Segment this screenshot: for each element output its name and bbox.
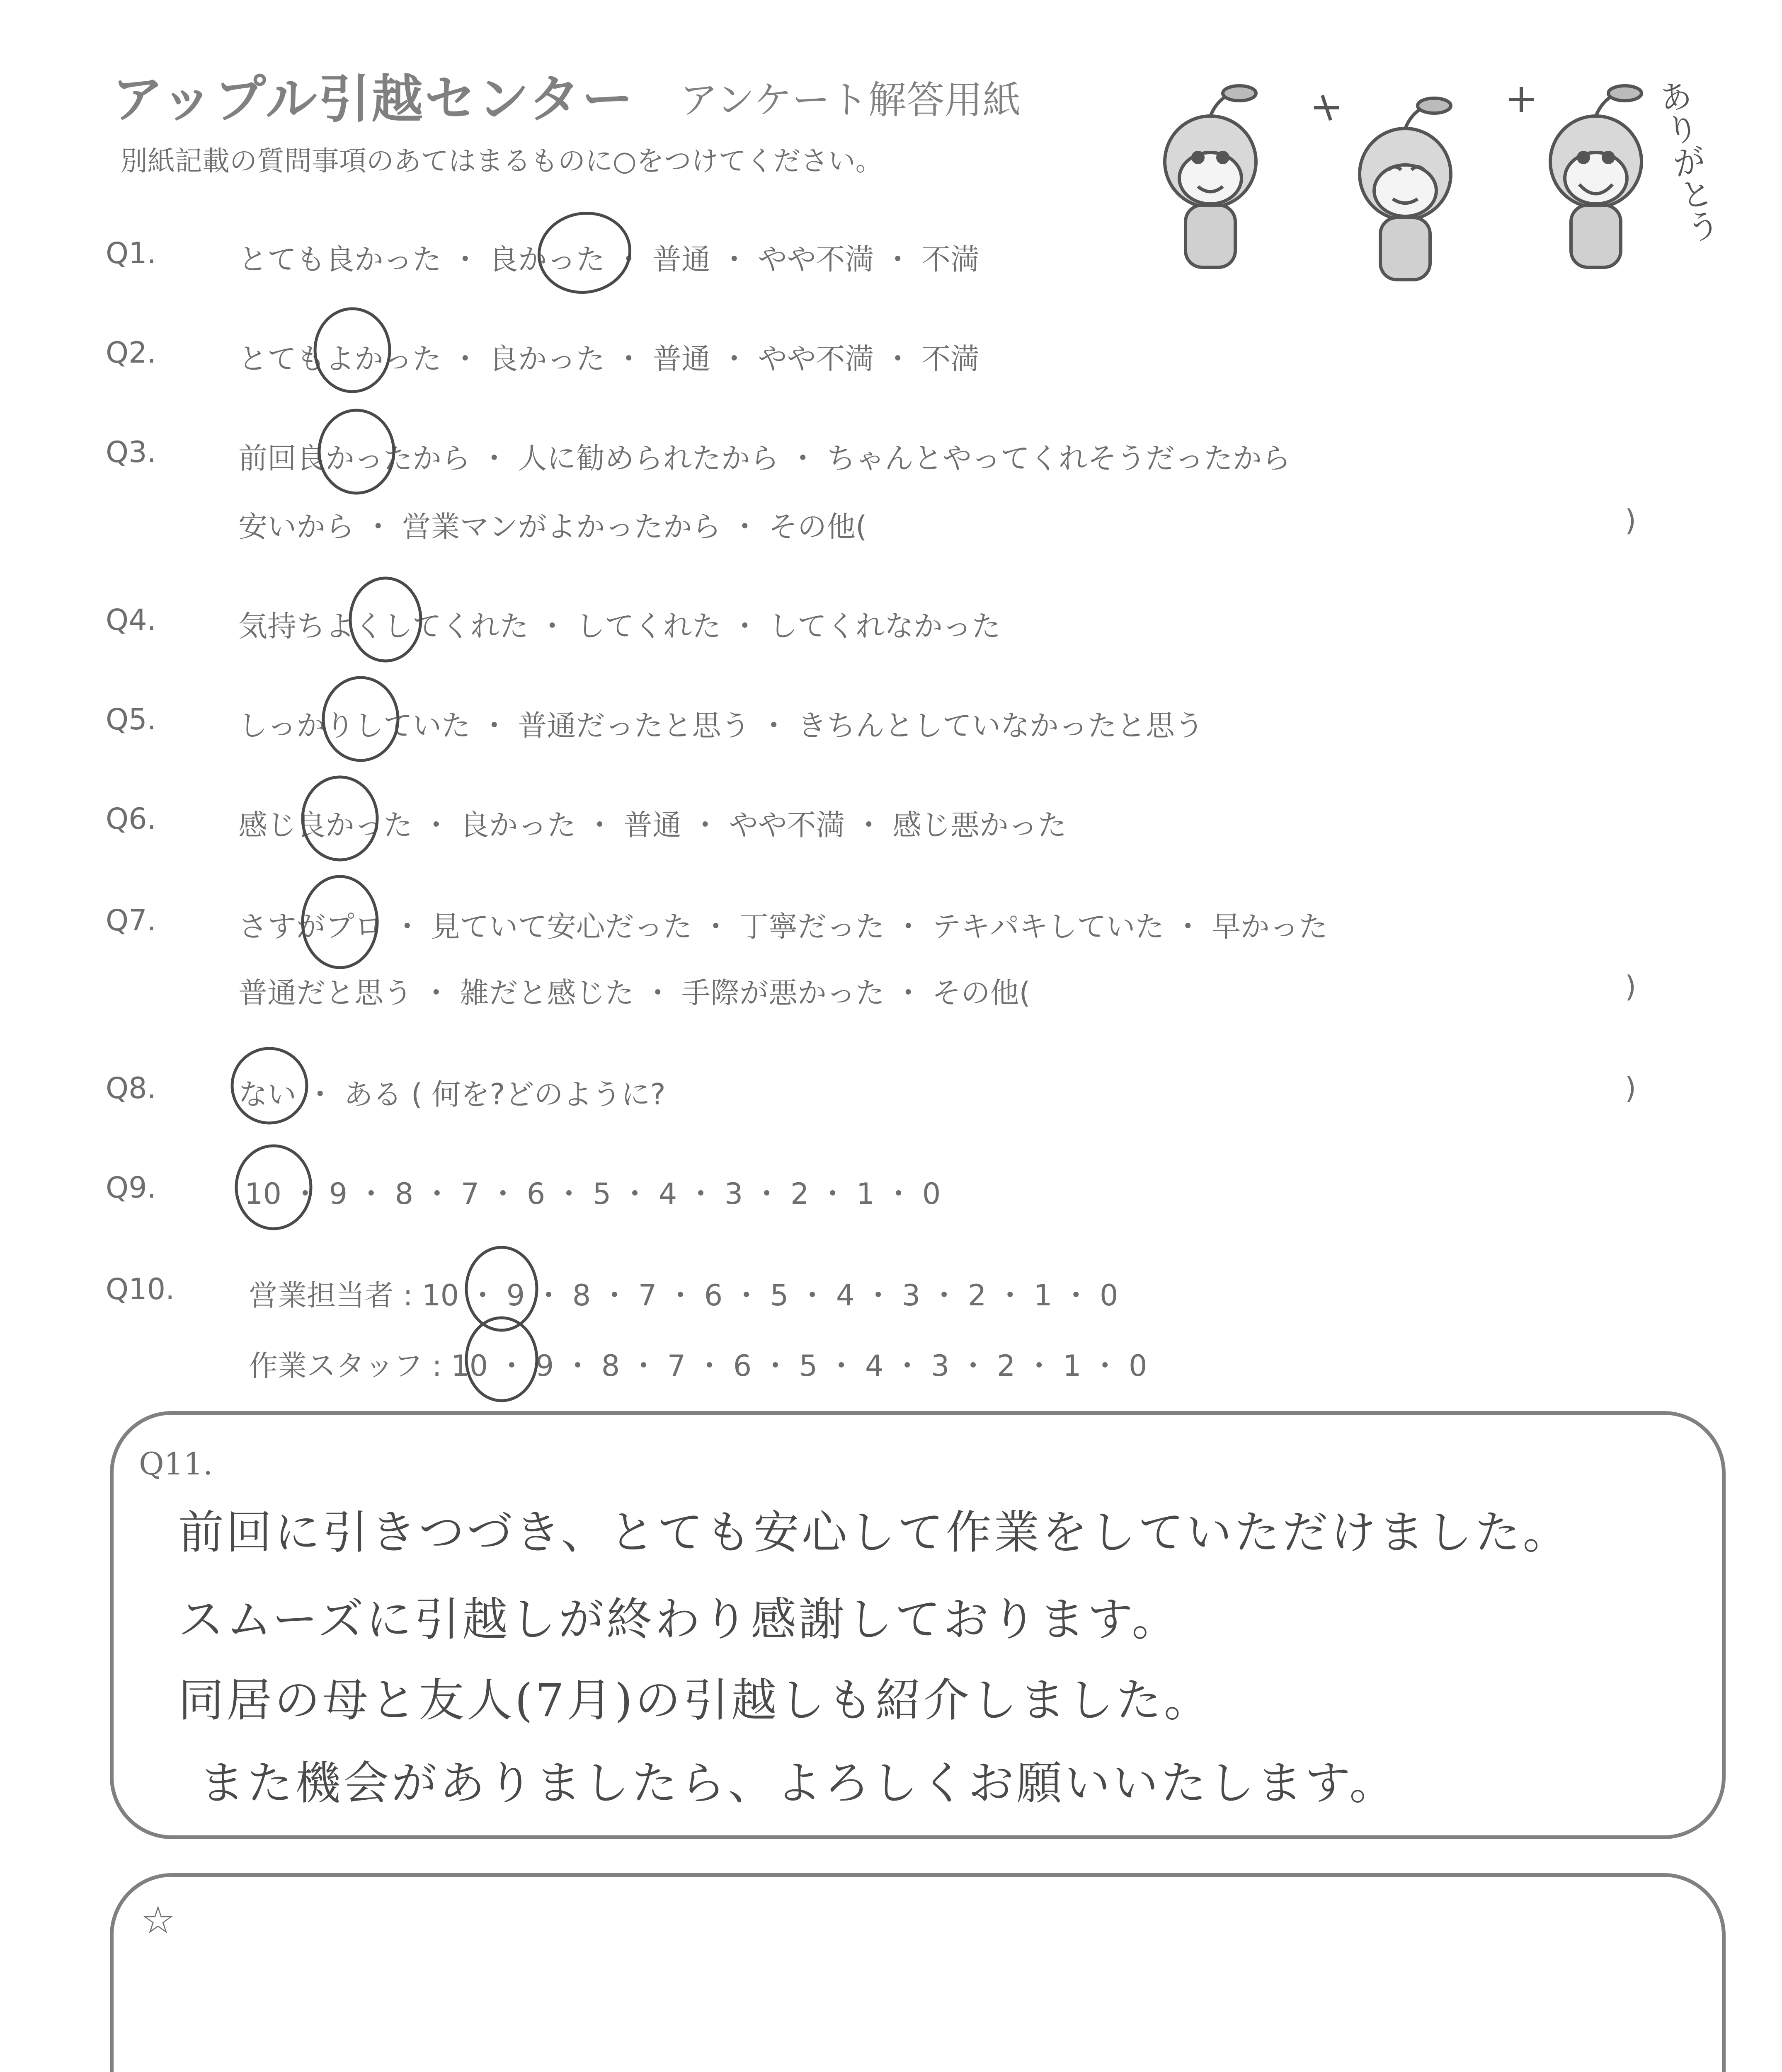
q2-options: とてもよかった ・ 良かった ・ 普通 ・ やや不満 ・ 不満 — [238, 342, 980, 376]
q7-options-line1: さすがプロ ・ 見ていて安心だった ・ 丁寧だった ・ テキパキしていた ・ 早かった — [238, 910, 1328, 944]
q6-options: 感じ良かった ・ 良かった ・ 普通 ・ やや不満 ・ 感じ悪かった — [238, 808, 1067, 842]
q10-staff-scale: 作業スタッフ : 10 ・ 9 ・ 8 ・ 7 ・ 6 ・ 5 ・ 4 ・ 3 ・ 2 ・ 1 ・ 0 — [249, 1349, 1147, 1383]
q8-options: ない ・ ある ( 何を?どのように? — [238, 1077, 666, 1111]
q5-label: Q5. — [106, 702, 156, 736]
q5-options: しっかりしていた ・ 普通だったと思う ・ きちんとしていなかったと思う — [238, 709, 1204, 743]
q7-options-line2: 普通だと思う ・ 雑だと感じた ・ 手際が悪かった ・ その他( — [238, 976, 1030, 1010]
q11-handwriting-line3: 同居の母と友人(7月)の引越しも紹介しました。 — [178, 1674, 1212, 1727]
q8-label: Q8. — [106, 1071, 156, 1105]
staff-notes-box — [110, 1873, 1726, 2072]
q9-scale: 10 ・ 9 ・ 8 ・ 7 ・ 6 ・ 5 ・ 4 ・ 3 ・ 2 ・ 1 ・ 0 — [245, 1177, 941, 1211]
q3-close-paren: ) — [1625, 503, 1637, 537]
mascot-monkeys-icon — [1156, 70, 1708, 303]
form-subtitle: アンケート解答用紙 — [680, 78, 1021, 122]
q6-label: Q6. — [106, 802, 156, 836]
q3-options-line2: 安いから ・ 営業マンがよかったから ・ その他( — [238, 510, 867, 544]
q1-options: とても良かった ・ 良かった ・ 普通 ・ やや不満 ・ 不満 — [238, 242, 980, 276]
mascot-thanks-text: ありがとう — [1650, 76, 1723, 247]
q7-label: Q7. — [106, 903, 156, 937]
q11-handwriting-line2: スムーズに引越しが終わり感謝しております。 — [178, 1593, 1180, 1646]
q4-label: Q4. — [106, 603, 156, 637]
q3-options-line1: 前回良かったから ・ 人に勧められたから ・ ちゃんとやってくれそうだったから — [238, 441, 1291, 475]
q11-label: Q11. — [139, 1446, 213, 1482]
q4-options: 気持ちよくしてくれた ・ してくれた ・ してくれなかった — [238, 609, 1001, 643]
star-icon: ☆ — [141, 1898, 175, 1942]
q11-handwriting-line4: また機会がありましたら、よろしくお願いいたします。 — [199, 1757, 1398, 1810]
q7-close-paren: ) — [1625, 970, 1637, 1004]
q2-label: Q2. — [106, 336, 156, 370]
q10-label: Q10. — [106, 1272, 175, 1306]
instruction-text: 別紙記載の質問事項のあてはまるものに○をつけてください。 — [120, 145, 883, 177]
company-title: アップル引越センター — [112, 70, 635, 129]
q10-sales-scale: 営業担当者 : 10 ・ 9 ・ 8 ・ 7 ・ 6 ・ 5 ・ 4 ・ 3 ・ 2 ・ 1 ・ 0 — [249, 1278, 1118, 1312]
q11-handwriting-line1: 前回に引きつづき、とても安心して作業をしていただけました。 — [178, 1506, 1571, 1559]
q3-label: Q3. — [106, 435, 156, 469]
mascot-illustration — [1156, 70, 1723, 303]
q9-label: Q9. — [106, 1171, 156, 1205]
q1-label: Q1. — [106, 236, 156, 270]
q8-close-paren: ) — [1625, 1071, 1637, 1105]
